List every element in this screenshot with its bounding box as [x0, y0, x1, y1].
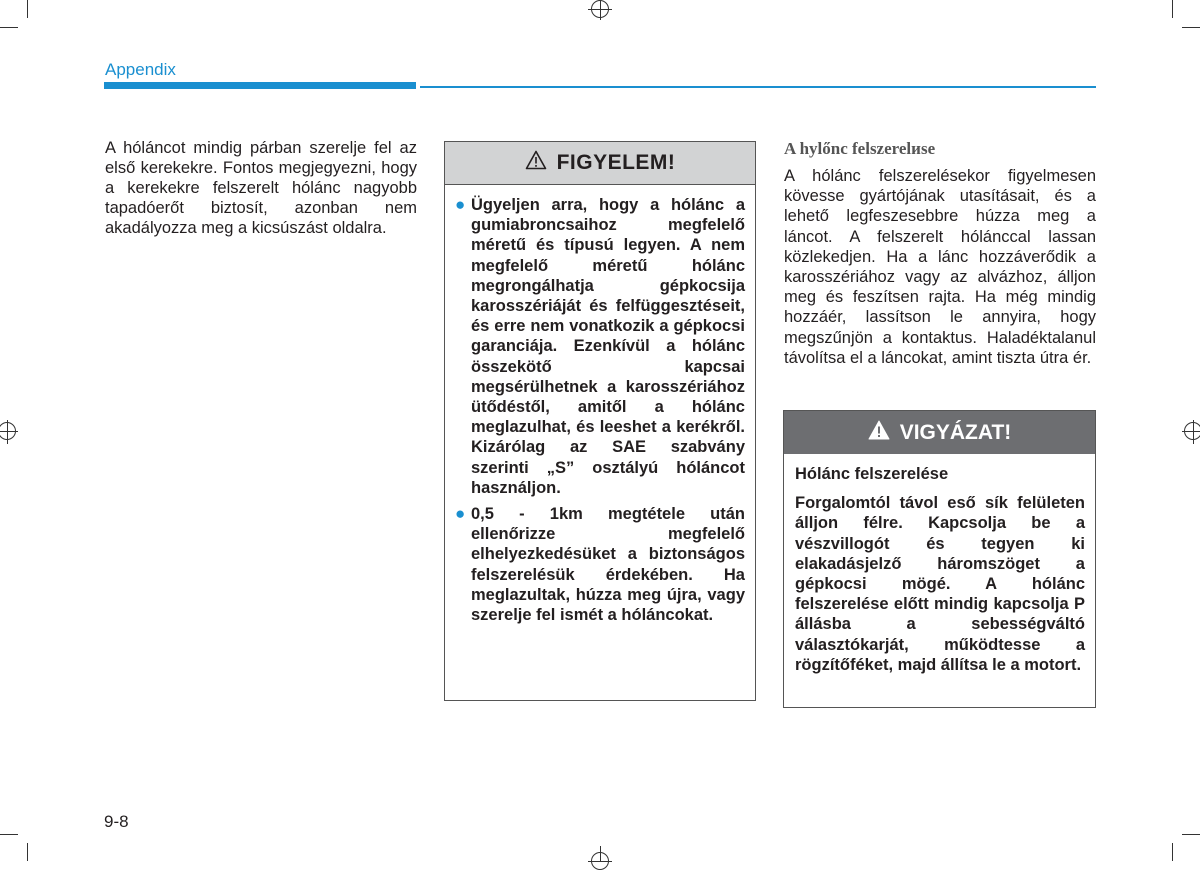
bullet-icon: ● [455, 195, 466, 214]
warning-header [784, 411, 1095, 454]
caution-item-text: 0,5 - 1km megtétele után ellenőrizze megfelelő elhelyezkedésüket a biztonságos felszerelésük érdekében. Ha meglazultak, húzza meg újra, vagy szerelje fel ismét a hóláncokat. [471, 505, 745, 625]
warning-text: Forgalomtól távol eső sík felületen álljon félre. Kapcsolja be a vészvillogót és tegyen ki elakadásjelző háromszöget a gépkocsi mögé. A hólánc felszerelése előtt mindig kapcsolja P állásba a sebességváltó választókarját, működtesse a rögzítőféket, majd állítsa le a motort. [795, 494, 1085, 674]
list-item [455, 195, 745, 498]
caution-title: FIGYELEM! [556, 151, 676, 174]
caution-item-text: Ügyeljen arra, hogy a hólánc a gumiabroncsaihoz megfelelő méretű és típusú legyen. A nem megfelelő méretű hólánc megrongálhatja gépkocsija karosszériáját és felfüggesztéseit, és erre nem vonatkozik a gépkocsi garanciája. Ezenkívül a hólánc összekötő kapcsai megsérülhetnek a karosszériához ütődéstől, amitől a hólánc meglazulhat, és leeshet a kerékről. Kizárólag az SAE szabvány szerinti „S” osztályú hóláncot használjon. [471, 196, 745, 497]
intro-paragraph: A hóláncot mindig párban szerelje fel az első kerekekre. Fontos megjegyezni, hogy a kerekekre felszerelt hólánc nagyobb tapadóerőt biztosít, azonban nem akadályozza meg a kicsúszást oldalra. [105, 139, 417, 237]
warning-subheading: Hólánc felszerelése [795, 465, 949, 483]
warning-triangle-filled-icon [868, 420, 890, 446]
page-number: 9-8 [104, 812, 129, 831]
list-item [455, 504, 745, 625]
warning-body [784, 454, 1095, 675]
header-rule-thin [420, 86, 1096, 88]
caution-box [444, 141, 756, 701]
warning-box [783, 410, 1096, 708]
section-title: Appendix [105, 60, 176, 79]
warning-triangle-outline-icon [525, 150, 547, 176]
caution-list [445, 185, 755, 625]
header-rule-thick [104, 82, 416, 89]
caution-header [445, 142, 755, 185]
bullet-icon: ● [455, 504, 466, 524]
installation-paragraph: A hólánc felszerelésekor figyelmesen kövesse gyártójának utasításait, és a lehető legfeszesebbre húzza meg a láncot. A felszerelt hólánccal lassan közlekedjen. Ha a lánc hozzáverődik a karosszériához vagy az alvázhoz, álljon meg és feszítsen rajta. Ha még mindig hozzáér, lassítson le annyira, hogy megszűnjön a kontaktus. Haladéktalanul távolítsa el a láncokat, amint tiszta útra ér. [784, 167, 1096, 367]
warning-title: VIGYÁZAT! [899, 420, 1012, 444]
subsection-title: A hylőnc felszerelиse [784, 139, 936, 158]
